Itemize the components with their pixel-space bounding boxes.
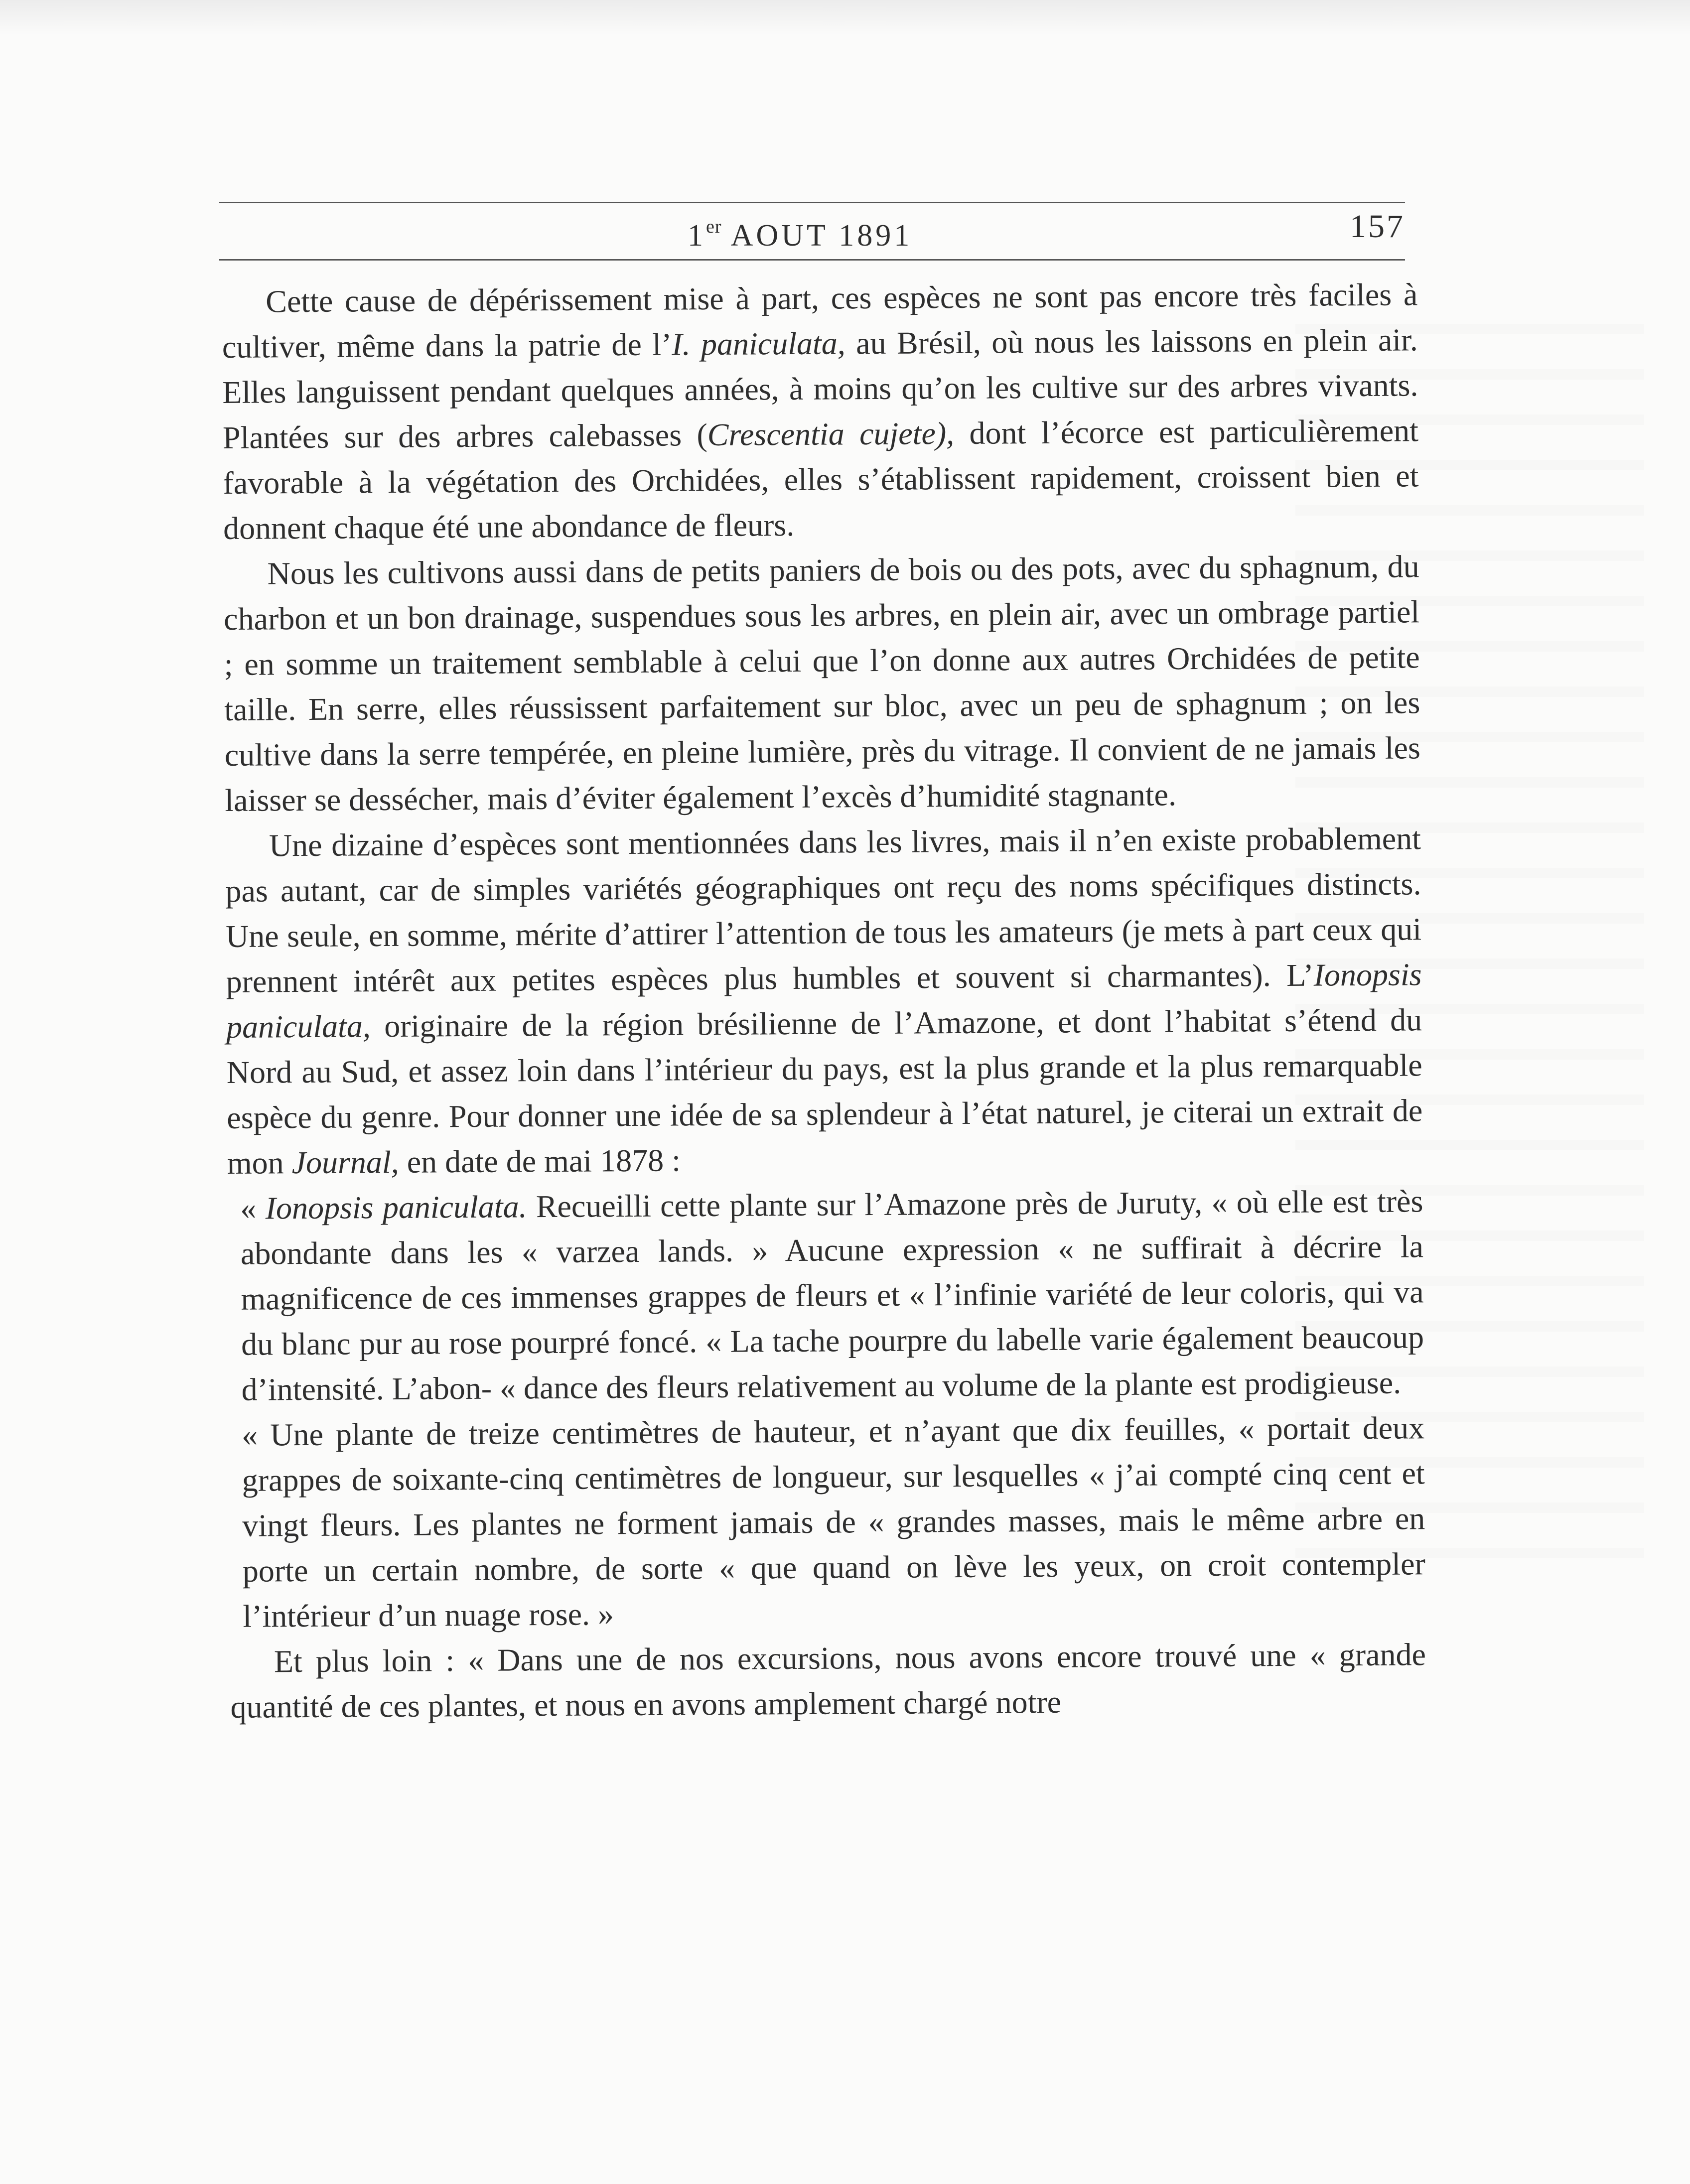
date-month-year: AOUT 1891 (730, 219, 913, 253)
running-header-date (688, 199, 986, 254)
species-name: Ionopsis paniculata. (265, 1189, 527, 1226)
species-name: Crescentia cujete), (707, 415, 955, 453)
journal-title: Journal, (291, 1144, 399, 1181)
body-text (222, 272, 1426, 1730)
quote-paragraph-1: « Ionopsis paniculata. Recueilli cette plante sur l’Amazone près de Juruty, « où elle est très abondante dans les « varzea lands. » Aucune expression « ne suffirait à décrire la magnificence de ces immenses grappes de fleurs et « l’infinie variété de leur coloris, qui va du blanc pur au rose pourpré foncé. « La tache pourpre du labelle varie également beaucoup d’intensité. L’abon- « dance des fleurs relativement au volume de la plante est prodigieuse. (240, 1183, 1424, 1407)
header-rule-bottom (219, 259, 1405, 261)
page-number: 157 (1350, 208, 1405, 245)
quote-paragraph-2: « Une plante de treize centimètres de hauteur, et n’ayant que dix feuilles, « portait deux grappes de soixante-cinq centimètres de longueur, sur lesquelles « j’ai compté cinq cent et vingt fleurs. Les plantes ne forment jamais de « grandes masses, mais le même arbre en porte un certain nombre, de sorte « que quand on lève les yeux, on croit contempler l’intérieur d’un nuage rose. » (241, 1410, 1426, 1634)
paragraph-2: Nous les cultivons aussi dans de petits paniers de bois ou des pots, avec du sphagnum, du charbon et un bon drainage, suspendues sous les arbres, en plein air, avec un ombrage partiel ; en somme un traitement semblable à celui que l’on donne aux autres Orchidées de petite taille. En serre, elles réussissent parfaitement sur bloc, avec un peu de sphagnum ; on les cultive dans la serre tempérée, en pleine lumière, près du vitrage. Il convient de ne jamais les laisser se dessécher, mais d’éviter également l’excès d’humidité stagnante. (223, 548, 1421, 818)
scan-edge-shadow (0, 0, 1690, 35)
date-ordinal: er (706, 216, 722, 237)
paragraph-1: Cette cause de dépérissement mise à part, ces espèces ne sont pas encore très faciles à cultiver, même dans la patrie de l’I. paniculata, au Brésil, où nous les laissons en plein air. Elles languissent pendant quelques années, à moins qu’on les cultive sur des arbres vivants. Plantées sur des arbres calebasses (Crescentia cujete), dont l’écorce est particulièrement favorable à la végétation des Orchidées, elles s’établissent rapidement, croissent bien et donnent chaque été une abondance de fleurs. (222, 276, 1419, 546)
date-day: 1 (688, 219, 706, 253)
paragraph-4: Et plus loin : « Dans une de nos excursions, nous avons encore trouvé une « grande quantité de ces plantes, et nous en avons amplement chargé notre (230, 1637, 1426, 1725)
species-name: I. paniculata, (672, 325, 845, 362)
species-name: Ionopsis paniculata, (226, 956, 1422, 1045)
paragraph-3: Une dizaine d’espèces sont mentionnées dans les livres, mais il n’en existe probablement pas autant, car de simples variétés géographiques ont reçu des noms spécifiques distincts. Une seule, en somme, mérite d’attirer l’attention de tous les amateurs (je mets à part ceux qui prennent intérêt aux petites espèces plus humbles et souvent si charmantes). L’Ionopsis paniculata, originaire de la région brésilienne de l’Amazone, et dont l’habitat s’étend du Nord au Sud, et assez loin dans l’intérieur du pays, est la plus grande et la plus remarquable espèce du genre. Pour donner une idée de sa splendeur à l’état naturel, je citerai un extrait de mon Journal, en date de mai 1878 : (225, 820, 1423, 1181)
